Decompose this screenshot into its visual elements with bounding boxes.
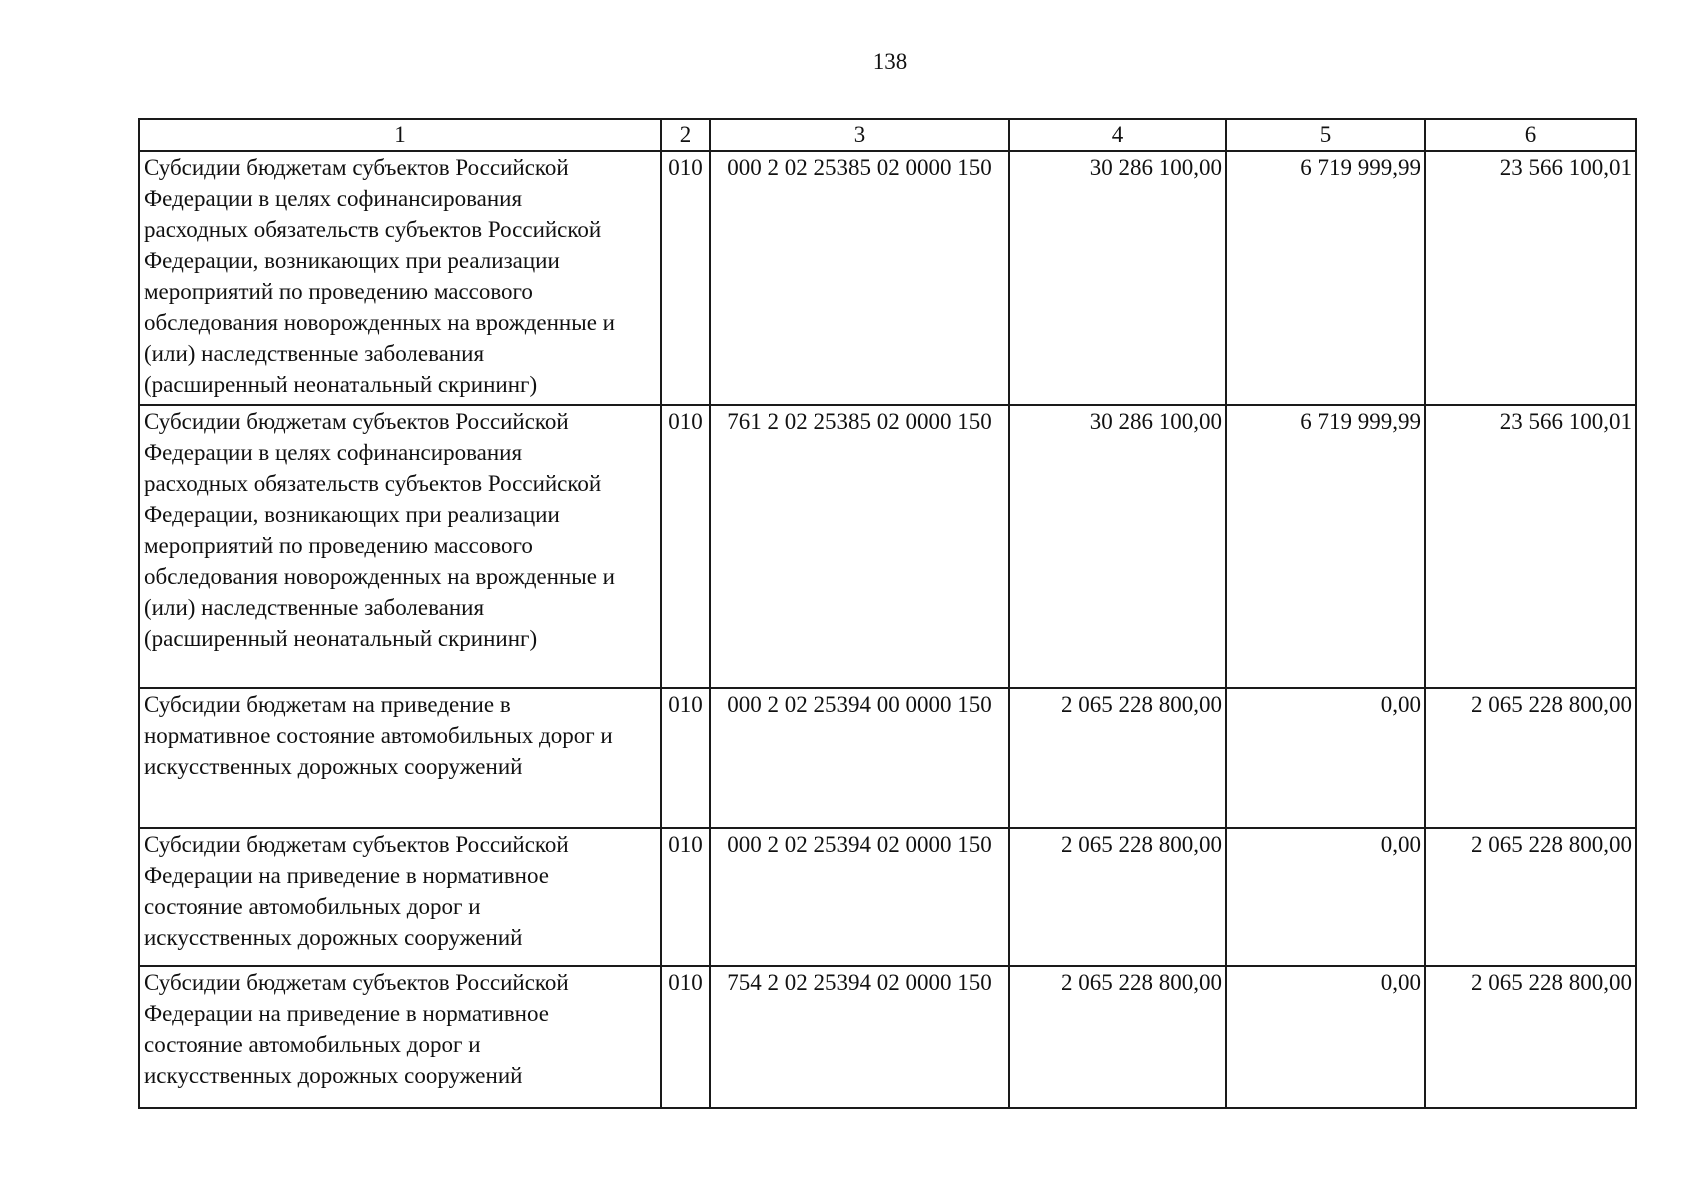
row-value4-cell: 30 286 100,00 bbox=[1009, 405, 1226, 688]
row-kbk-cell: 754 2 02 25394 02 0000 150 bbox=[710, 966, 1009, 1108]
row-code-cell: 010 bbox=[661, 966, 710, 1108]
row-value4-cell: 2 065 228 800,00 bbox=[1009, 966, 1226, 1108]
row-name-cell: Субсидии бюджетам субъектов Российской Федерации на приведение в нормативное состояние автомобильных дорог и искусственных дорожных сооружений bbox=[139, 828, 661, 966]
table-row bbox=[139, 405, 1636, 688]
column-header: 6 bbox=[1425, 119, 1636, 151]
table-row bbox=[139, 966, 1636, 1108]
page-number: 138 bbox=[872, 49, 908, 74]
column-header: 4 bbox=[1009, 119, 1226, 151]
row-kbk-cell: 000 2 02 25394 02 0000 150 bbox=[710, 828, 1009, 966]
column-header: 2 bbox=[661, 119, 710, 151]
row-value6-cell: 2 065 228 800,00 bbox=[1425, 828, 1636, 966]
table-row bbox=[139, 151, 1636, 405]
row-name-cell: Субсидии бюджетам субъектов Российской Федерации в целях софинансирования расходных обязательств субъектов Российской Федерации, возникающих при реализации мероприятий по проведению массового обследования новорожденных на врожденные и (или) наследственные заболевания (расширенный неонатальный скрининг) bbox=[139, 151, 661, 405]
table-row bbox=[139, 828, 1636, 966]
table-header-row bbox=[139, 119, 1636, 151]
row-value5-cell: 0,00 bbox=[1226, 966, 1425, 1108]
row-kbk-cell: 761 2 02 25385 02 0000 150 bbox=[710, 405, 1009, 688]
row-value5-cell: 0,00 bbox=[1226, 828, 1425, 966]
column-header: 5 bbox=[1226, 119, 1425, 151]
row-name-cell: Субсидии бюджетам на приведение в нормативное состояние автомобильных дорог и искусственных дорожных сооружений bbox=[139, 688, 661, 828]
row-code-cell: 010 bbox=[661, 405, 710, 688]
row-value6-cell: 2 065 228 800,00 bbox=[1425, 688, 1636, 828]
row-name-cell: Субсидии бюджетам субъектов Российской Федерации в целях софинансирования расходных обязательств субъектов Российской Федерации, возникающих при реализации мероприятий по проведению массового обследования новорожденных на врожденные и (или) наследственные заболевания (расширенный неонатальный скрининг) bbox=[139, 405, 661, 688]
row-value5-cell: 6 719 999,99 bbox=[1226, 405, 1425, 688]
column-header: 1 bbox=[139, 119, 661, 151]
row-code-cell: 010 bbox=[661, 828, 710, 966]
column-header: 3 bbox=[710, 119, 1009, 151]
row-value6-cell: 2 065 228 800,00 bbox=[1425, 966, 1636, 1108]
row-value4-cell: 2 065 228 800,00 bbox=[1009, 828, 1226, 966]
row-value4-cell: 2 065 228 800,00 bbox=[1009, 688, 1226, 828]
row-value6-cell: 23 566 100,01 bbox=[1425, 405, 1636, 688]
row-kbk-cell: 000 2 02 25385 02 0000 150 bbox=[710, 151, 1009, 405]
row-kbk-cell: 000 2 02 25394 00 0000 150 bbox=[710, 688, 1009, 828]
table-row bbox=[139, 688, 1636, 828]
row-value6-cell: 23 566 100,01 bbox=[1425, 151, 1636, 405]
row-name-cell: Субсидии бюджетам субъектов Российской Федерации на приведение в нормативное состояние автомобильных дорог и искусственных дорожных сооружений bbox=[139, 966, 661, 1108]
row-value5-cell: 6 719 999,99 bbox=[1226, 151, 1425, 405]
row-value5-cell: 0,00 bbox=[1226, 688, 1425, 828]
budget-table bbox=[138, 118, 1637, 1109]
row-code-cell: 010 bbox=[661, 151, 710, 405]
row-code-cell: 010 bbox=[661, 688, 710, 828]
row-value4-cell: 30 286 100,00 bbox=[1009, 151, 1226, 405]
